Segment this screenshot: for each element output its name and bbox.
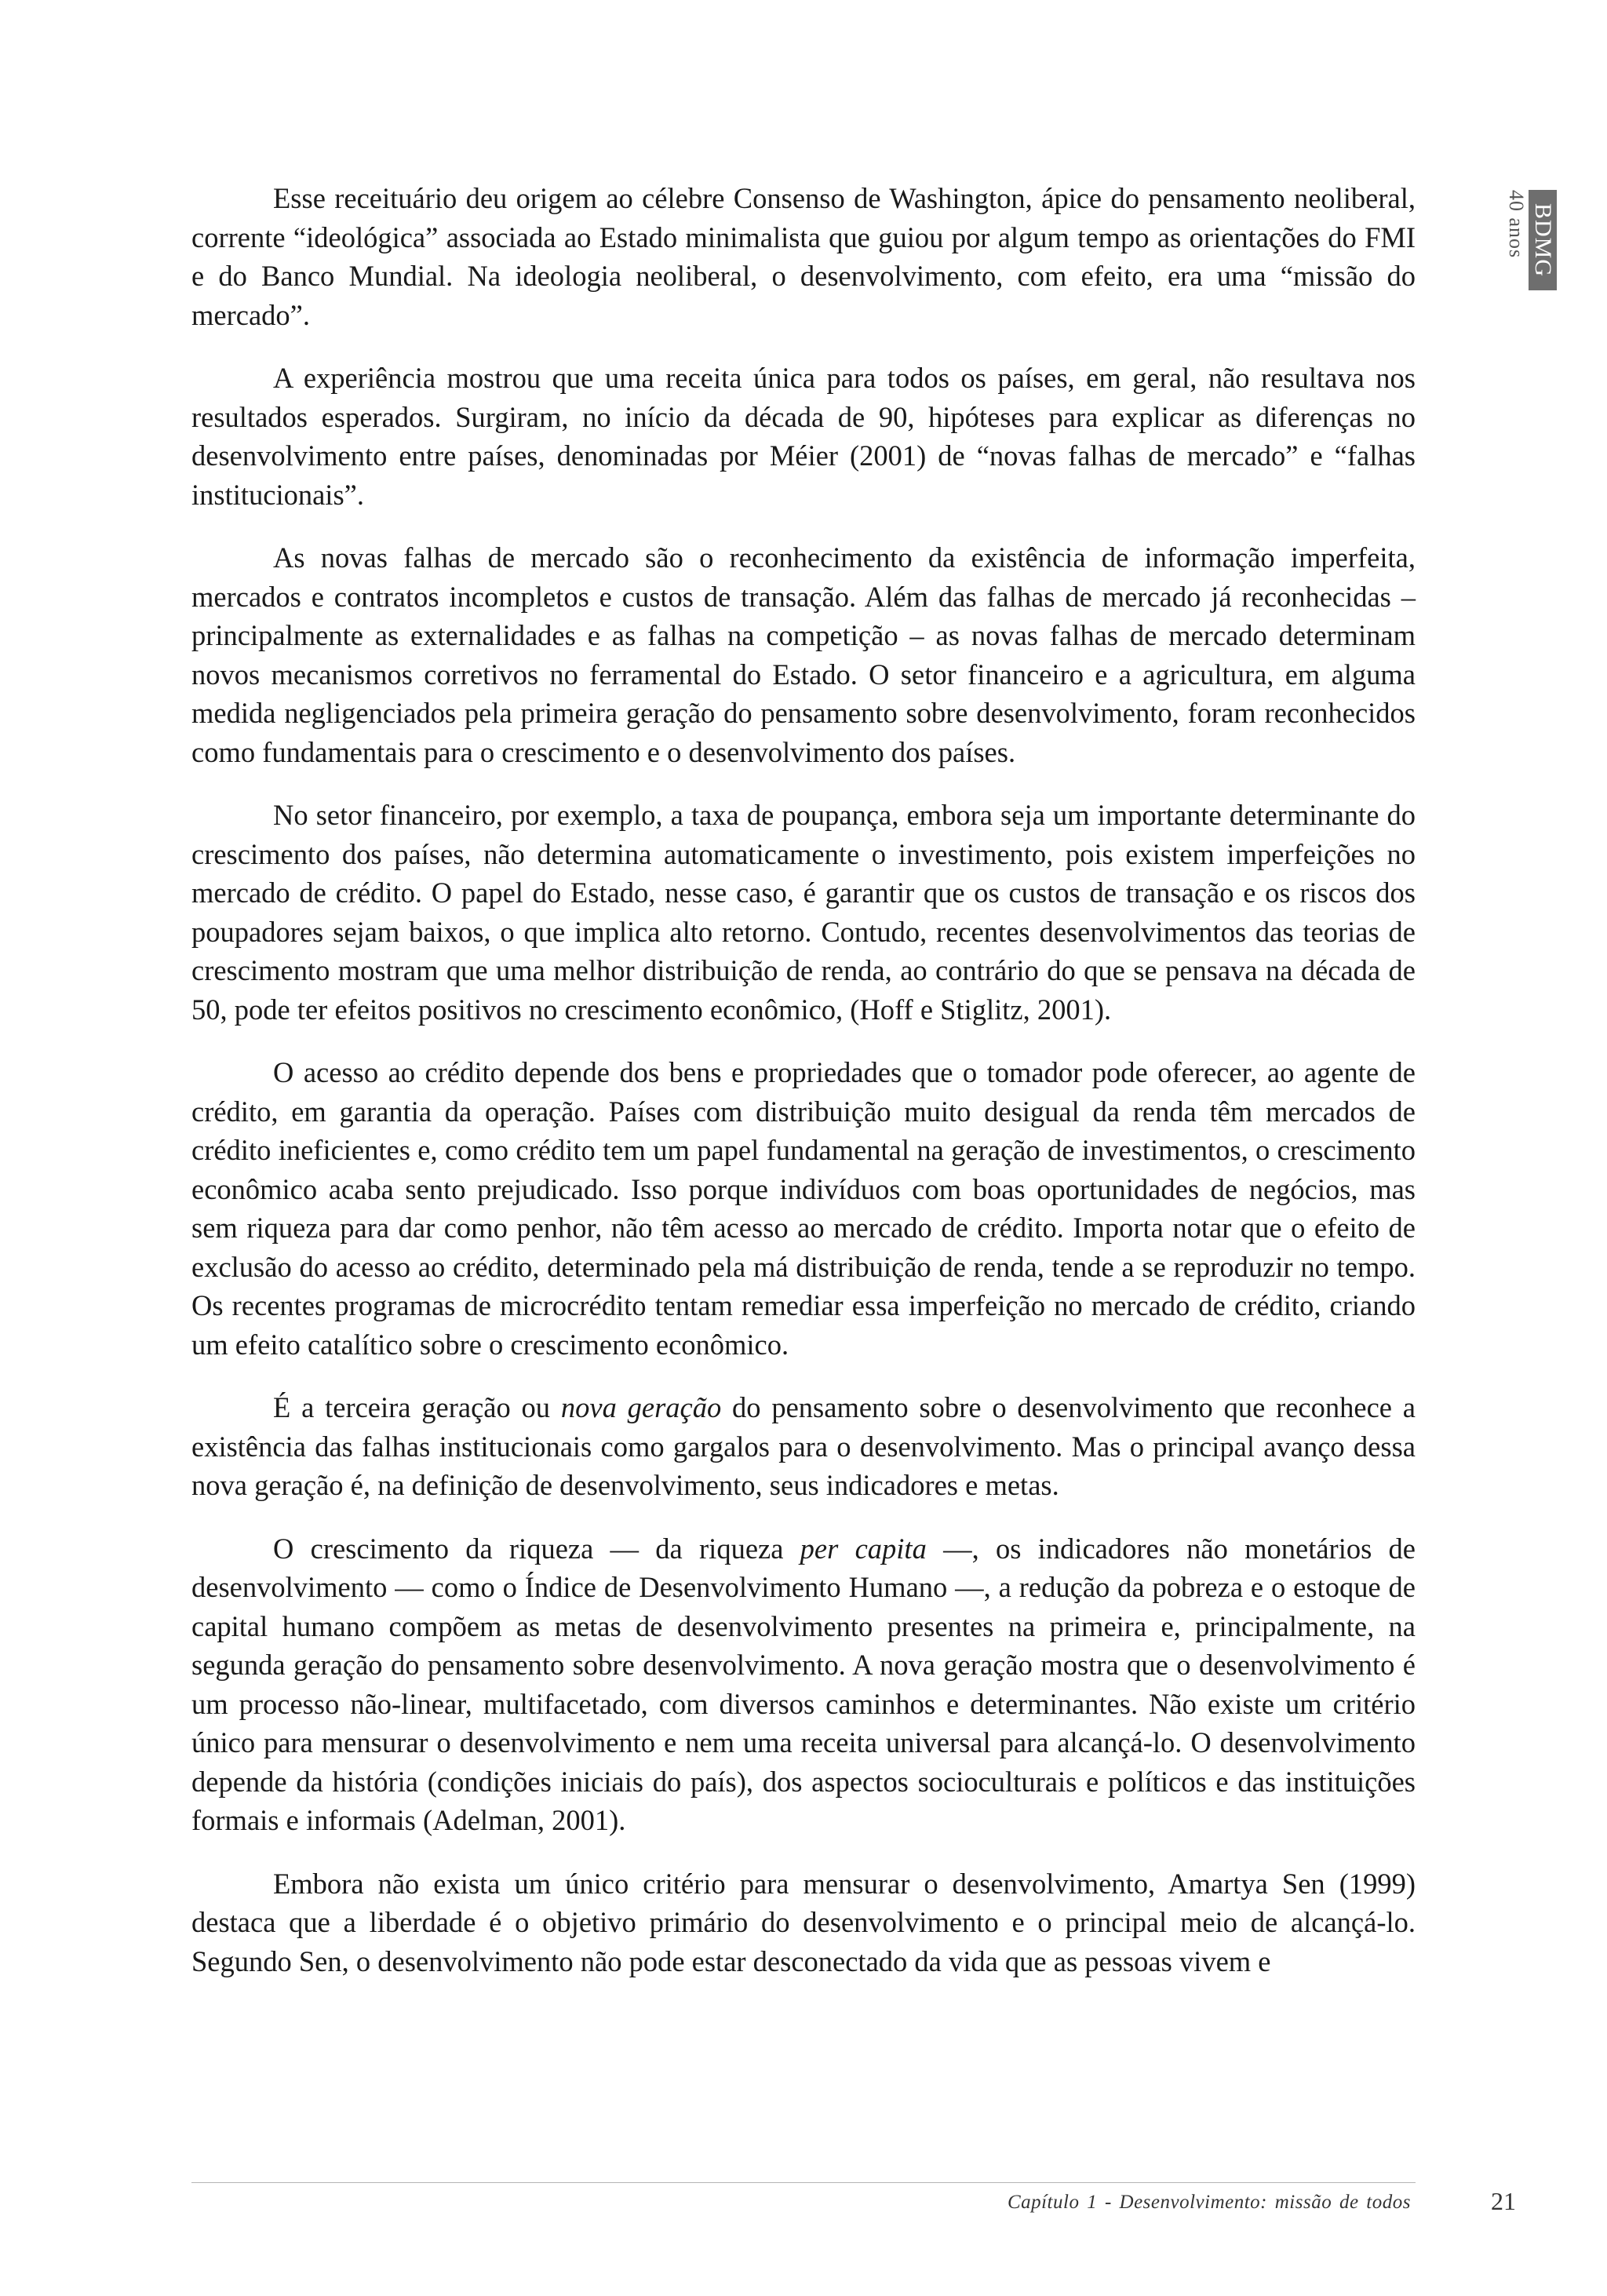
paragraph-1: Esse receituário deu origem ao célebre Consenso de Washington, ápice do pensamento neoliberal, corrente “ideológica” associada ao Estado minimalista que guiou por algum tempo as orientações do FMI e do Banco Mundial. Na ideologia neoliberal, o desenvolvimento, com efeito, era uma “missão do mercado”. <box>191 182 1416 331</box>
paragraph-7-lead: O crescimento da riqueza — da riqueza <box>273 1532 800 1565</box>
page-body <box>191 179 1416 2005</box>
paragraph-7-rest: —, os indicadores não monetários de desenvolvimento — como o Índice de Desenvolvimento Humano —, a redução da pobreza e o estoque de capital humano compõem as metas de desenvolvimento presentes na primeira e, principalmente, na segunda geração do pensamento sobre desenvolvimento. A nova geração mostra que o desenvolvimento é um processo não-linear, multifacetado, com diversos caminhos e determinantes. Não existe um critério único para mensurar o desenvolvimento e nem uma receita universal para alcançá-lo. O desenvolvimento depende da história (condições iniciais do país), dos aspectos socioculturais e políticos e das instituições formais e informais (Adelman, 2001). <box>191 1532 1416 1836</box>
paragraph-6-rest: do pensamento sobre o desenvolvimento que reconhece a existência das falhas institucionais como gargalos para o desenvolvimento. Mas o principal avanço dessa nova geração é, na definição de desenvolvimento, seus indicadores e metas. <box>191 1391 1416 1501</box>
paragraph-6-lead: É a terceira geração ou <box>273 1391 561 1423</box>
paragraph-2: A experiência mostrou que uma receita única para todos os países, em geral, não resultava nos resultados esperados. Surgiram, no início da década de 90, hipóteses para explicar as diferenças no desenvolvimento entre países, denominadas por Méier (2001) de “novas falhas de mercado” e “falhas institucionais”. <box>191 362 1416 511</box>
side-tab <box>1502 190 1557 290</box>
paragraph-7 <box>191 1529 1416 1840</box>
paragraph-5: O acesso ao crédito depende dos bens e propriedades que o tomador pode oferecer, ao agente de crédito, em garantia da operação. Países com distribuição muito desigual da renda têm mercados de crédito ineficientes e, como crédito tem um papel fundamental na geração de investimentos, o crescimento econômico acaba sento prejudicado. Isso porque indivíduos com boas oportunidades de negócios, mas sem riqueza para dar como penhor, não têm acesso ao mercado de crédito. Importa notar que o efeito de exclusão do acesso ao crédito, determinado pela má distribuição de renda, tende a se reproduzir no tempo. Os recentes programas de microcrédito tentam remediar essa imperfeição no mercado de crédito, criando um efeito catalítico sobre o crescimento econômico. <box>191 1056 1416 1361</box>
side-tab-years: 40 anos <box>1505 190 1528 259</box>
paragraph-4: No setor financeiro, por exemplo, a taxa de poupança, embora seja um importante determinante do crescimento dos países, não determina automaticamente o investimento, pois existem imperfeições no mercado de crédito. O papel do Estado, nesse caso, é garantir que os custos de transação e os riscos dos poupadores sejam baixos, o que implica alto retorno. Contudo, recentes desenvolvimentos das teorias de crescimento mostram que uma melhor distribuição de renda, ao contrário do que se pensava na década de 50, pode ter efeitos positivos no crescimento econômico, (Hoff e Stiglitz, 2001). <box>191 799 1416 1026</box>
paragraph-3: As novas falhas de mercado são o reconhecimento da existência de informação imperfeita, mercados e contratos incompletos e custos de transação. Além das falhas de mercado já reconhecidas – principalmente as externalidades e as falhas na competição – as novas falhas de mercado determinam novos mecanismos corretivos no ferramental do Estado. O setor financeiro e a agricultura, em alguma medida negligenciados pela primeira geração do pensamento sobre desenvolvimento, foram reconhecidos como fundamentais para o crescimento e o desenvolvimento dos países. <box>191 541 1416 768</box>
paragraph-7-emphasis: per capita <box>800 1532 927 1565</box>
footer-divider <box>191 2182 1416 2183</box>
side-tab-brand: BDMG <box>1529 190 1557 290</box>
paragraph-6 <box>191 1388 1416 1505</box>
paragraph-8: Embora não exista um único critério para mensurar o desenvolvimento, Amartya Sen (1999) destaca que a liberdade é o objetivo primário do desenvolvimento e o principal meio de alcançá-lo. Segundo Sen, o desenvolvimento não pode estar desconectado da vida que as pessoas vivem e <box>191 1867 1416 1977</box>
paragraph-6-emphasis: nova geração <box>560 1391 722 1423</box>
footer-chapter-title: Capítulo 1 - Desenvolvimento: missão de todos <box>1007 2192 1411 2213</box>
page-number: 21 <box>1491 2187 1516 2215</box>
